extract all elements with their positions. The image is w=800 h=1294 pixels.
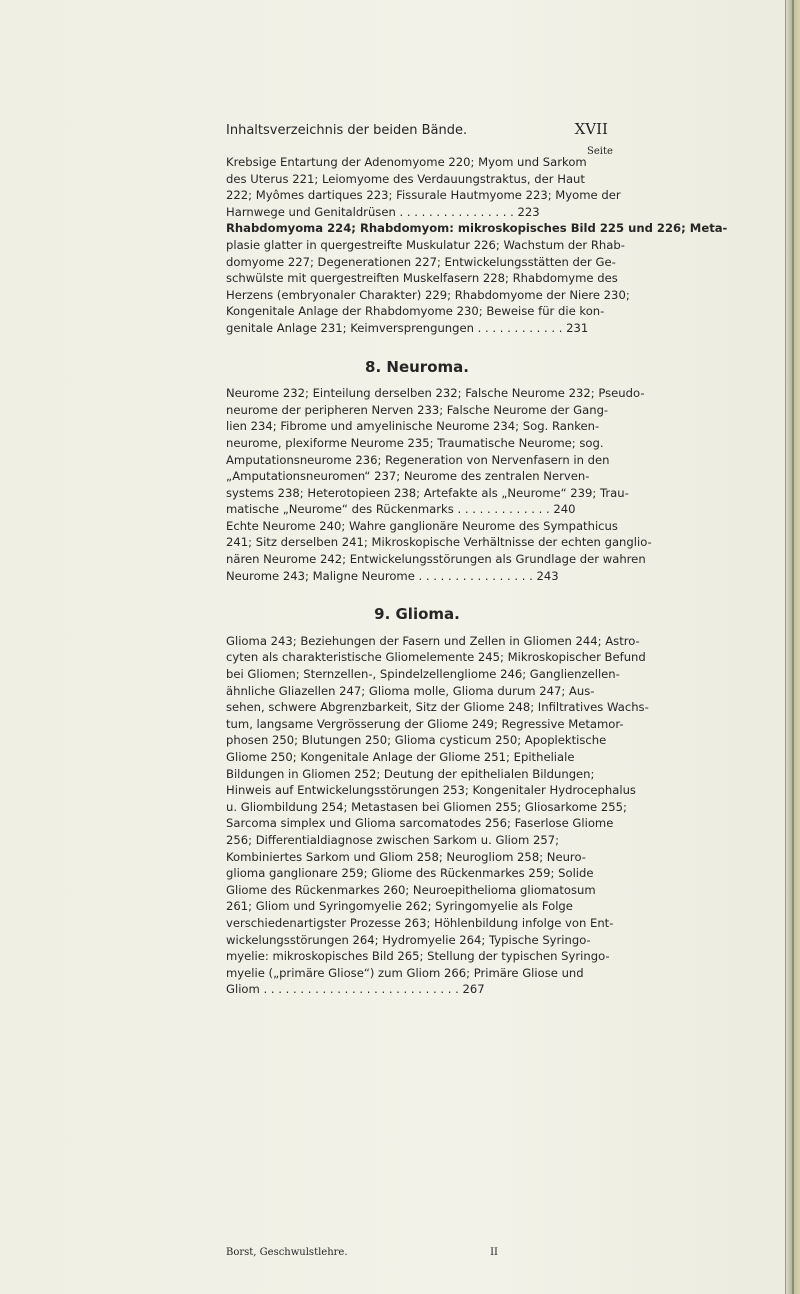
toc-block-neuroma	[226, 385, 652, 584]
toc-line: Kongenitale Anlage der Rhabdomyome 230; Beweise für die kon-	[226, 304, 605, 319]
toc-line: Herzens (embryonaler Charakter) 229; Rhabdomyome der Niere 230;	[226, 287, 630, 302]
toc-line: Kombiniertes Sarkom und Gliom 258; Neurogliom 258; Neuro-	[226, 849, 586, 864]
toc-line: bei Gliomen; Sternzellen-, Spindelzellengliome 246; Ganglienzellen-	[226, 667, 620, 682]
toc-entry-end: Harnwege und Genitaldrüsen . . . . . . . . . . . . . . . . 223	[226, 204, 540, 219]
toc-entry-end: genitale Anlage 231; Keimversprengungen . . . . . . . . . . . . 231	[226, 320, 589, 335]
toc-line: glioma ganglionare 259; Gliome des Rückenmarkes 259; Solide	[226, 866, 594, 881]
toc-line: plasie glatter in quergestreifte Muskulatur 226; Wachstum der Rhab-	[226, 237, 625, 252]
toc-line: 256; Differentialdiagnose zwischen Sarkom u. Gliom 257;	[226, 832, 559, 847]
toc-line: nären Neurome 242; Entwickelungsstörungen als Grundlage der wahren	[226, 552, 646, 567]
toc-line: Glioma 243; Beziehungen der Fasern und Zellen in Gliomen 244; Astro-	[226, 633, 640, 648]
toc-entry-end: matische „Neurome“ des Rückenmarks . . . . . . . . . . . . . 240	[226, 502, 576, 517]
footer-signature: II	[490, 1247, 498, 1258]
toc-line: Rhabdomyoma 224; Rhabdomyom: mikroskopisches Bild 225 und 226; Meta-	[226, 221, 728, 236]
toc-line: neurome, plexiforme Neurome 235; Traumatische Neurome; sog.	[226, 435, 604, 450]
toc-line: schwülste mit quergestreiften Muskelfasern 228; Rhabdomyme des	[226, 271, 618, 286]
toc-line: des Uterus 221; Leiomyome des Verdauungstraktus, der Haut	[226, 171, 585, 186]
toc-line: Hinweis auf Entwickelungsstörungen 253; Kongenitaler Hydrocephalus	[226, 783, 636, 798]
toc-line: domyome 227; Degenerationen 227; Entwickelungsstätten der Ge-	[226, 254, 616, 269]
toc-line: 261; Gliom und Syringomyelie 262; Syringomyelie als Folge	[226, 899, 573, 914]
toc-line: Krebsige Entartung der Adenomyome 220; Myom und Sarkom	[226, 155, 587, 169]
toc-entry-end: Gliom . . . . . . . . . . . . . . . . . . . . . . . . . . . 267	[226, 982, 485, 997]
toc-line: verschiedenartigster Prozesse 263; Höhlenbildung infolge von Ent-	[226, 915, 614, 930]
header-title: Inhaltsverzeichnis der beiden Bände.	[226, 123, 468, 138]
toc-line: Echte Neurome 240; Wahre ganglionäre Neurome des Sympathicus	[226, 518, 618, 533]
toc-line: phosen 250; Blutungen 250; Glioma cysticum 250; Apoplektische	[226, 733, 607, 748]
toc-line: myelie („primäre Gliose“) zum Gliom 266; Primäre Gliose und	[226, 965, 584, 980]
column-label: Seite	[587, 146, 613, 157]
page-ref: 240	[553, 502, 576, 517]
toc-line: Amputationsneurome 236; Regeneration von Nervenfasern in den	[226, 452, 610, 467]
toc-entry-end: Neurome 243; Maligne Neurome . . . . . . . . . . . . . . . . 243	[226, 568, 559, 583]
section-heading: 8. Neuroma.	[365, 357, 469, 376]
toc-line: wickelungsstörungen 264; Hydromyelie 264; Typische Syringo-	[226, 932, 591, 947]
page-ref: 223	[517, 204, 540, 219]
section-heading: 9. Glioma.	[374, 605, 460, 624]
toc-line: sehen, schwere Abgrenzbarkeit, Sitz der Gliome 248; Infiltratives Wachs-	[226, 700, 649, 715]
header-page-number: XVII	[574, 120, 608, 138]
toc-block-myome	[226, 154, 728, 337]
toc-line: tum, langsame Vergrösserung der Gliome 249; Regressive Metamor-	[226, 716, 624, 731]
toc-line: „Amputationsneuromen“ 237; Neurome des zentralen Nerven-	[226, 469, 590, 484]
toc-line: Sarcoma simplex und Glioma sarcomatodes 256; Faserlose Gliome	[226, 816, 614, 831]
toc-line: neurome der peripheren Nerven 233; Falsche Neurome der Gang-	[226, 402, 609, 417]
toc-block-glioma	[226, 633, 649, 998]
toc-line: cyten als charakteristische Gliomelemente 245; Mikroskopischer Befund	[226, 650, 646, 665]
footer-author: Borst, Geschwulstlehre.	[226, 1247, 348, 1258]
page-ref: 267	[462, 982, 485, 997]
toc-line: ähnliche Gliazellen 247; Glioma molle, Glioma durum 247; Aus-	[226, 683, 595, 698]
toc-line: Gliome des Rückenmarkes 260; Neuroepithelioma gliomatosum	[226, 882, 596, 897]
toc-line: Neurome 232; Einteilung derselben 232; Falsche Neurome 232; Pseudo-	[226, 386, 645, 401]
page-ref: 243	[536, 568, 559, 583]
toc-content	[226, 154, 728, 998]
toc-line: myelie: mikroskopisches Bild 265; Stellung der typischen Syringo-	[226, 949, 610, 964]
toc-line: Gliome 250; Kongenitale Anlage der Gliome 251; Epitheliale	[226, 750, 575, 764]
toc-line: systems 238; Heterotopieen 238; Artefakte als „Neurome“ 239; Trau-	[226, 485, 629, 500]
toc-line: 222; Myômes dartiques 223; Fissurale Hautmyome 223; Myome der	[226, 188, 621, 203]
toc-line: lien 234; Fibrome und amyelinische Neurome 234; Sog. Ranken-	[226, 419, 600, 434]
toc-line: u. Gliombildung 254; Metastasen bei Gliomen 255; Gliosarkome 255;	[226, 799, 627, 814]
toc-line: 241; Sitz derselben 241; Mikroskopische Verhältnisse der echten ganglio-	[226, 535, 652, 550]
page-footer	[226, 1247, 608, 1258]
page-ref: 231	[566, 320, 589, 335]
toc-line: Bildungen in Gliomen 252; Deutung der epithelialen Bildungen;	[226, 766, 595, 781]
page-edge-line	[792, 0, 794, 1294]
running-header	[226, 120, 608, 138]
